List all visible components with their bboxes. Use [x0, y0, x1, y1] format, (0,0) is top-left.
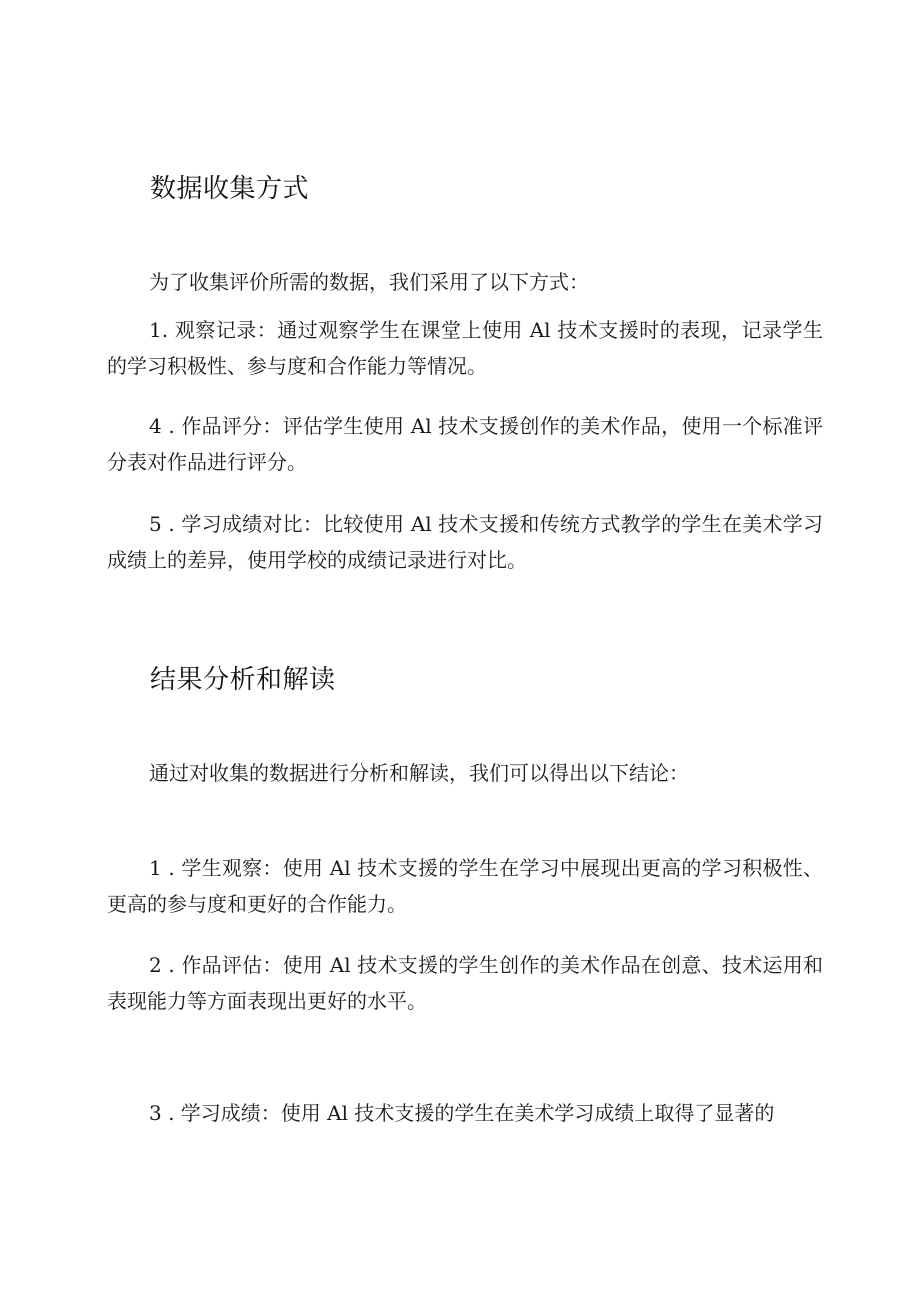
list-item-student-observation: 1 . 学生观察：使用 Al 技术支援的学生在学习中展现出更高的学习积极性、更高的参与度和更好的合作能力。	[107, 856, 823, 916]
list-item-observation-record: 1. 观察记录：通过观察学生在课堂上使用 Al 技术支援时的表现，记录学生的学习积极性、参与度和合作能力等情况。	[107, 318, 823, 378]
list-item-work-scoring: 4 . 作品评分：评估学生使用 Al 技术支援创作的美术作品，使用一个标准评分表对作品进行评分。	[107, 414, 823, 474]
list-item-work-evaluation: 2 . 作品评估：使用 Al 技术支援的学生创作的美术作品在创意、技术运用和表现能力等方面表现出更好的水平。	[107, 953, 823, 1013]
section-intro-result-analysis: 通过对收集的数据进行分析和解读，我们可以得出以下结论：	[149, 761, 689, 785]
section-intro-data-collection: 为了收集评价所需的数据，我们采用了以下方式：	[149, 270, 589, 294]
section-heading-result-analysis: 结果分析和解读	[150, 665, 336, 695]
section-heading-data-collection: 数据收集方式	[150, 174, 310, 204]
list-item-learning-results: 3 . 学习成绩：使用 Al 技术支援的学生在美术学习成绩上取得了显著的	[149, 1101, 775, 1125]
list-item-grade-comparison: 5 . 学习成绩对比：比较使用 Al 技术支援和传统方式教学的学生在美术学习成绩上的差异，使用学校的成绩记录进行对比。	[107, 512, 823, 572]
